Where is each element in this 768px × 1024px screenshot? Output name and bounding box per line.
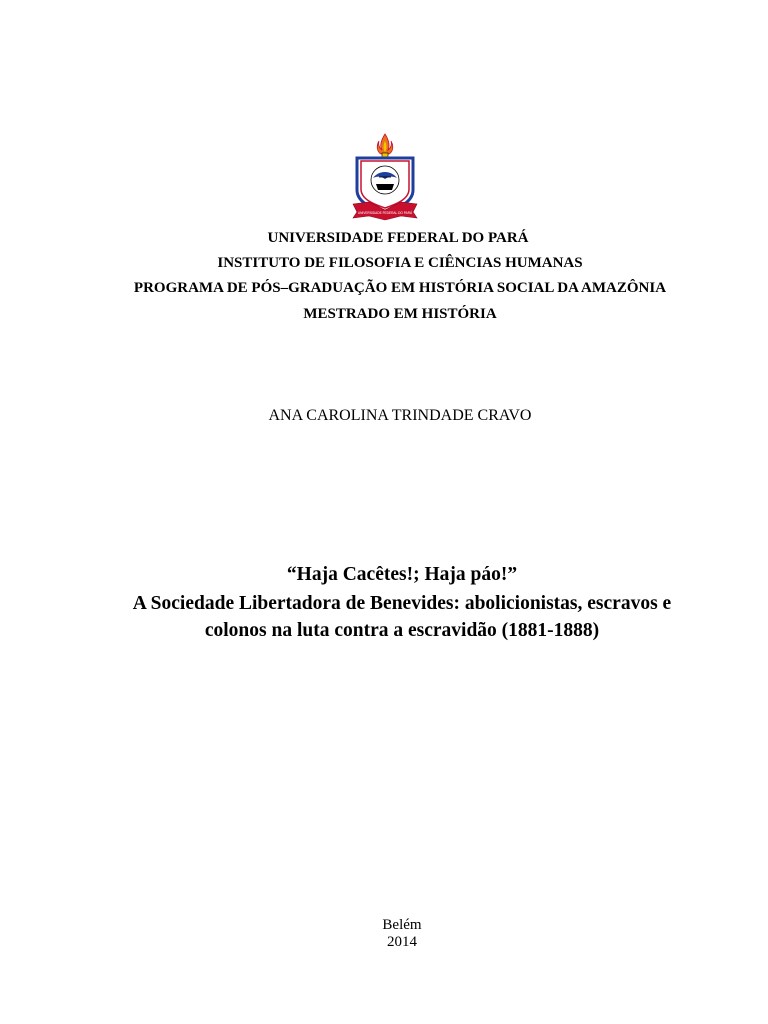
university-crest-logo [349, 132, 421, 222]
degree-name: MESTRADO EM HISTÓRIA [303, 306, 497, 322]
author-name: ANA CAROLINA TRINDADE CRAVO [268, 407, 532, 424]
title-line-2: A Sociedade Libertadora de Benevides: abolicionistas, escravos e [132, 593, 672, 614]
year: 2014 [387, 934, 417, 950]
institute-name: INSTITUTO DE FILOSOFIA E CIÊNCIAS HUMANAS [217, 255, 583, 271]
title-line-3: colonos na luta contra a escravidão (1881-1888) [204, 620, 600, 641]
title-line-1: “Haja Cacêtes!; Haja páo!” [286, 564, 518, 585]
program-name: PROGRAMA DE PÓS–GRADUAÇÃO EM HISTÓRIA SOCIAL DA AMAZÔNIA [133, 280, 667, 296]
university-name: UNIVERSIDADE FEDERAL DO PARÁ [267, 230, 529, 246]
logo-ribbon-text: UNIVERSIDADE FEDERAL DO PARÁ [357, 211, 413, 215]
city: Belém [382, 917, 422, 933]
